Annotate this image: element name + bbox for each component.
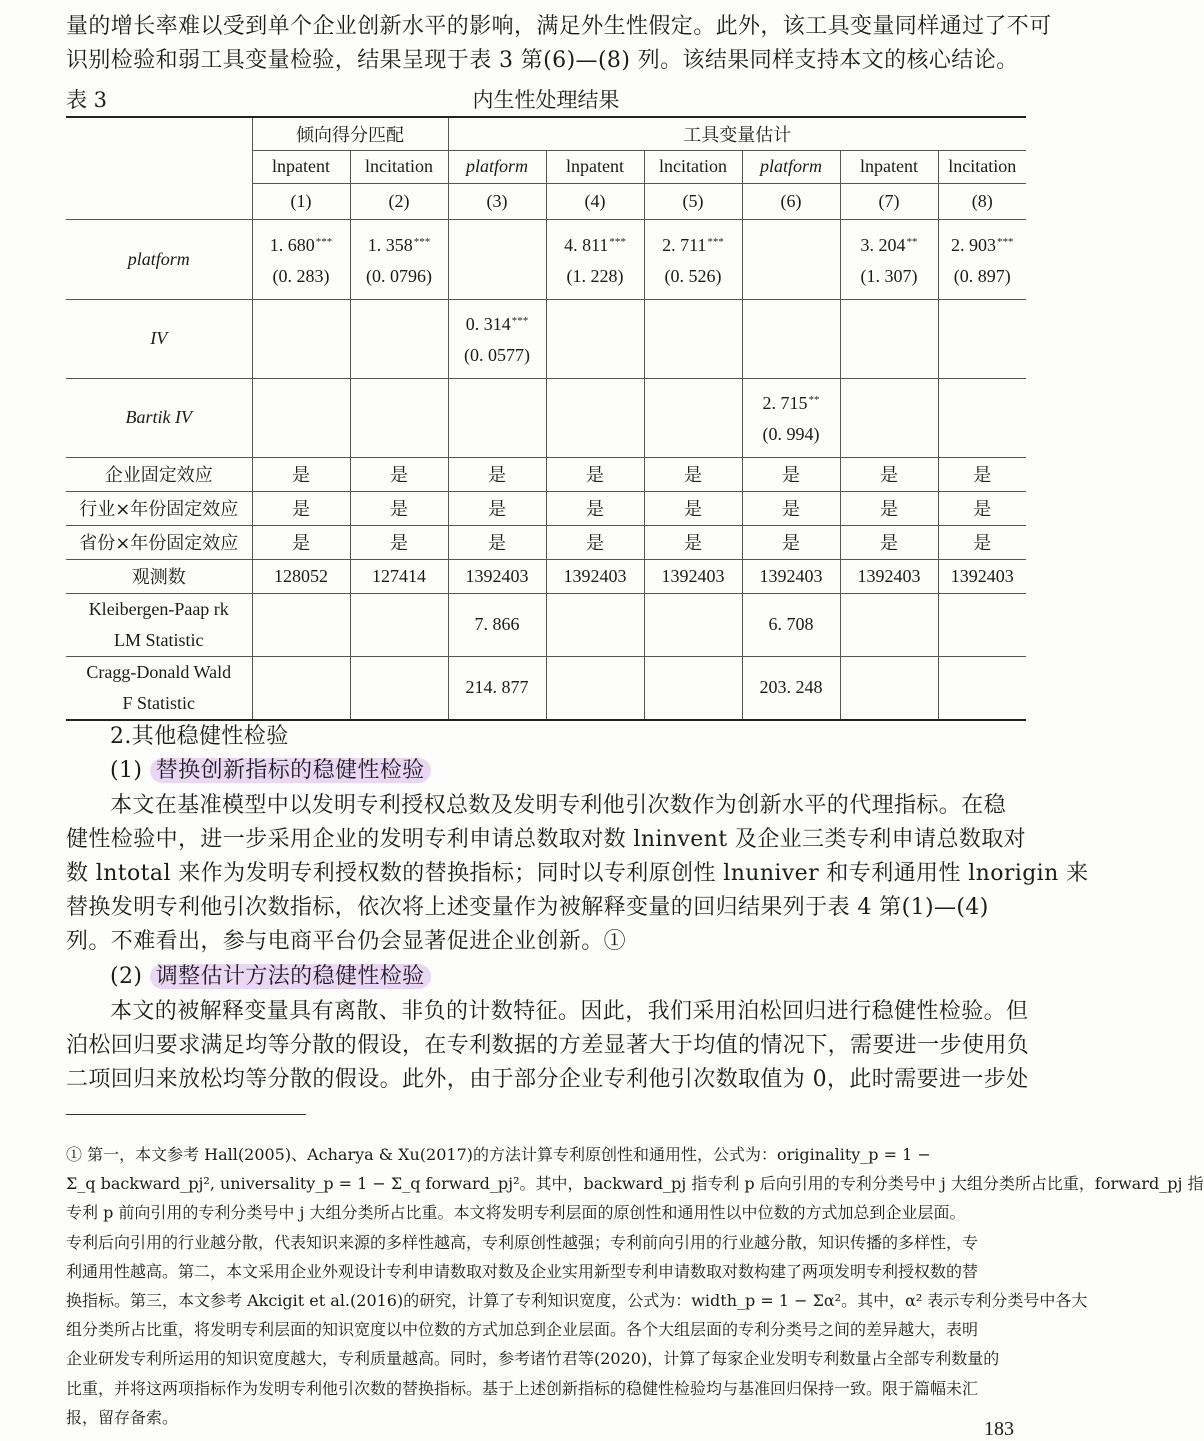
row-label-platform: platform	[66, 219, 252, 299]
bartik-row	[66, 378, 1026, 457]
fe-label: 行业×年份固定效应	[66, 491, 252, 525]
coef-cell: 0. 314*** (0. 0577)	[448, 299, 546, 378]
coef-cell: 1. 358*** (0. 0796)	[350, 219, 448, 299]
col-num: (7)	[840, 183, 938, 219]
cd-value: 214. 877	[448, 656, 546, 720]
footnote-line: 专利 p 前向引用的专利分类号中 j 大组分类所占比重。本文将发明专利层面的原创性和通用性以中位数的方式加总到企业层面。	[66, 1203, 966, 1223]
group-header-iv: 工具变量估计	[448, 117, 1026, 150]
page-number: 183	[984, 1418, 1014, 1440]
footnote-line: 换指标。第三，本文参考 Akcigit et al.(2016)的研究，计算了专利知识宽度，公式为：width_p = 1 − Σα²。其中，α² 表示专利分类号中各大	[66, 1290, 1088, 1310]
coef-cell	[742, 219, 840, 299]
fe-row: 省份×年份固定效应 是 是 是 是 是 是 是 是	[66, 525, 1026, 559]
kp-row	[66, 593, 1026, 656]
col-num: (8)	[938, 183, 1026, 219]
platform-row	[66, 219, 1026, 299]
dep-var: lnpatent	[546, 150, 644, 183]
obs-label: 观测数	[66, 559, 252, 593]
col-num: (4)	[546, 183, 644, 219]
footnote-line: 专利后向引用的行业越分散，代表知识来源的多样性越高，专利原创性越强；专利前向引用的行业越分散，知识传播的多样性，专	[66, 1232, 979, 1252]
para-line: 本文在基准模型中以发明专利授权总数及发明专利他引次数作为创新水平的代理指标。在稳	[110, 793, 1007, 818]
footnote-line: 利通用性越高。第二，本文采用企业外观设计专利申请数取对数及企业实用新型专利申请数取对数构建了两项发明专利授权数的替	[66, 1261, 979, 1281]
results-table	[66, 116, 1026, 721]
para-line: 替换发明专利他引次数指标，依次将上述变量作为被解释变量的回归结果列于表 4 第(1)—(4)	[66, 895, 989, 920]
intro-line: 量的增长率难以受到单个企业创新水平的影响，满足外生性假定。此外，该工具变量同样通过了不可	[66, 14, 1052, 39]
col-num: (5)	[644, 183, 742, 219]
cd-value: 203. 248	[742, 656, 840, 720]
table-title: 内生性处理结果	[472, 88, 620, 112]
kp-value: 7. 866	[448, 593, 546, 656]
dep-var: platform	[448, 150, 546, 183]
intro-line: 识别检验和弱工具变量检验，结果呈现于表 3 第(6)—(8) 列。该结果同样支持本文的核心结论。	[66, 48, 1019, 73]
coef-cell: 2. 715** (0. 994)	[742, 378, 840, 457]
iv-row	[66, 299, 1026, 378]
para-line: 健性检验中，进一步采用企业的发明专利申请总数取对数 lninvent 及企业三类专利申请总数取对	[66, 827, 1027, 852]
dep-var: lnpatent	[840, 150, 938, 183]
footnote-line: ① 第一，本文参考 Hall(2005)、Acharya & Xu(2017)的方法计算专利原创性和通用性，公式为：originality_p = 1 −	[66, 1145, 931, 1164]
fe-label: 省份×年份固定效应	[66, 525, 252, 559]
kp-value: 6. 708	[742, 593, 840, 656]
footnote-line: Σ_q backward_pj², universality_p = 1 − Σ_q forward_pj²。其中，backward_pj 指专利 p 后向引用的专利分类号中 j 大组分类所占比重，forward_pj 指	[66, 1174, 1204, 1194]
coef-cell: 4. 811*** (1. 228)	[546, 219, 644, 299]
para-line: 数 lntotal 来作为发明专利授权数的替换指标；同时以专利原创性 lnuniver 和专利通用性 lnorigin 来	[66, 861, 1089, 886]
subsection-1: (1) 替换创新指标的稳健性检验	[110, 754, 1026, 788]
dep-var: lnpatent	[252, 150, 350, 183]
para-line: 二项回归来放松均等分散的假设。此外，由于部分企业专利他引次数取值为 0，此时需要进一步处	[66, 1067, 1029, 1092]
col-num: (1)	[252, 183, 350, 219]
footnote-line: 企业研发专利所运用的知识宽度越大，专利质量越高。同时，参考诸竹君等(2020)，计算了每家企业发明专利数量占全部专利数量的	[66, 1349, 1000, 1369]
dep-var: lncitation	[350, 150, 448, 183]
section-heading: 2.其他稳健性检验	[110, 724, 289, 749]
para-line: 列。不难看出，参与电商平台仍会显著促进企业创新。①	[66, 929, 627, 954]
footnote-line: 比重，并将这两项指标作为发明专利他引次数的替换指标。基于上述创新指标的稳健性检验均与基准回归保持一致。限于篇幅未汇	[66, 1378, 979, 1398]
stub-header	[66, 117, 252, 219]
highlight: 调整估计方法的稳健性检验	[150, 964, 431, 989]
col-num: (2)	[350, 183, 448, 219]
highlight: 替换创新指标的稳健性检验	[150, 758, 431, 783]
fe-row: 企业固定效应 是 是 是 是 是 是 是 是	[66, 457, 1026, 491]
para-line: 本文的被解释变量具有离散、非负的计数特征。因此，我们采用泊松回归进行稳健性检验。但	[110, 999, 1029, 1024]
coef-cell: 2. 903*** (0. 897)	[938, 219, 1026, 299]
footnote-line: 组分类所占比重，将发明专利层面的知识宽度以中位数的方式加总到企业层面。各个大组层面的专利分类号之间的差异越大，表明	[66, 1320, 979, 1340]
footnote-rule	[66, 1114, 306, 1115]
cd-row	[66, 656, 1026, 720]
dep-var: lncitation	[644, 150, 742, 183]
cd-label: Cragg-Donald Wald F Statistic	[66, 656, 252, 720]
para-line: 泊松回归要求满足均等分散的假设，在专利数据的方差显著大于均值的情况下，需要进一步使用负	[66, 1033, 1030, 1058]
col-num: (6)	[742, 183, 840, 219]
row-label-bartik: Bartik IV	[66, 378, 252, 457]
group-header-psm: 倾向得分匹配	[252, 117, 448, 150]
coef-cell	[448, 219, 546, 299]
kp-label: Kleibergen-Paap rk LM Statistic	[66, 593, 252, 656]
obs-row: 观测数 128052 127414 1392403 1392403 1392403 1392403 1392403 1392403	[66, 559, 1026, 593]
footnote-line: 报，留存备索。	[66, 1407, 179, 1427]
footnote	[66, 1140, 1204, 1432]
table-caption	[66, 84, 1026, 114]
coef-cell: 1. 680*** (0. 283)	[252, 219, 350, 299]
row-label-iv: IV	[66, 299, 252, 378]
fe-row: 行业×年份固定效应 是 是 是 是 是 是 是 是	[66, 491, 1026, 525]
coef-cell: 2. 711*** (0. 526)	[644, 219, 742, 299]
table-label: 表 3	[66, 88, 108, 112]
col-num: (3)	[448, 183, 546, 219]
coef-cell: 3. 204** (1. 307)	[840, 219, 938, 299]
fe-label: 企业固定效应	[66, 457, 252, 491]
subsection-2: (2) 调整估计方法的稳健性检验	[110, 960, 1026, 994]
dep-var: lncitation	[938, 150, 1026, 183]
dep-var: platform	[742, 150, 840, 183]
